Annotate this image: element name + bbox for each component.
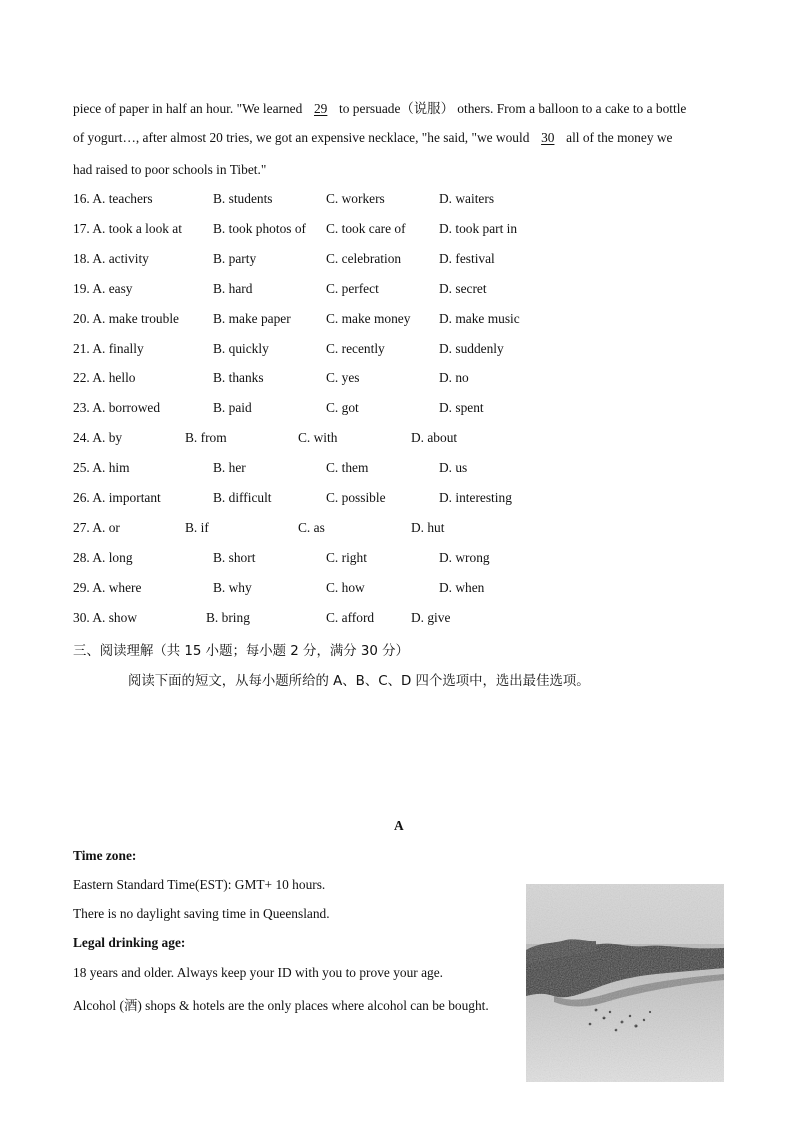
- beach-photo: [526, 884, 724, 1082]
- question-24-option-d: D. about: [411, 430, 458, 445]
- question-19-option-c: C. perfect: [326, 281, 379, 296]
- question-21-option-a: 21. A. finally: [73, 341, 144, 356]
- drinking-age-line-2: Alcohol (酒) shops & hotels are the only places where alcohol can be bought.: [73, 998, 489, 1013]
- question-24-option-a: 24. A. by: [73, 430, 123, 445]
- question-25-option-b: B. her: [213, 460, 246, 475]
- question-26-option-d: D. interesting: [439, 490, 512, 505]
- question-21-option-b: B. quickly: [213, 341, 269, 356]
- question-27-option-c: C. as: [298, 520, 325, 535]
- question-22-option-b: B. thanks: [213, 370, 264, 385]
- time-zone-heading: Time zone:: [73, 848, 137, 863]
- question-23-option-d: D. spent: [439, 400, 484, 415]
- question-17-option-a: 17. A. took a look at: [73, 221, 182, 236]
- passage-line-1: piece of paper in half an hour. "We learned 29 to persuade（说服） others. From a balloon to a cake to a bottle: [73, 101, 687, 116]
- question-20-option-a: 20. A. make trouble: [73, 311, 179, 326]
- time-zone-line-2: There is no daylight saving time in Queensland.: [73, 906, 330, 921]
- question-18-option-a: 18. A. activity: [73, 251, 149, 266]
- question-27-option-b: B. if: [185, 520, 209, 535]
- question-16-option-b: B. students: [213, 191, 273, 206]
- question-22-option-d: D. no: [439, 370, 469, 385]
- question-24-option-b: B. from: [185, 430, 227, 445]
- question-16-option-a: 16. A. teachers: [73, 191, 153, 206]
- question-16-option-c: C. workers: [326, 191, 385, 206]
- question-16-option-d: D. waiters: [439, 191, 495, 206]
- question-20-option-b: B. make paper: [213, 311, 291, 326]
- passage-line-2: of yogurt…, after almost 20 tries, we got an expensive necklace, "he said, "we would 30 all of the money we: [73, 130, 673, 145]
- question-22-option-c: C. yes: [326, 370, 360, 385]
- question-19-option-d: D. secret: [439, 281, 487, 296]
- question-17-option-c: C. took care of: [326, 221, 406, 236]
- blank-29: 29: [313, 101, 328, 116]
- question-29-option-c: C. how: [326, 580, 365, 595]
- question-29-option-a: 29. A. where: [73, 580, 142, 595]
- section-3-instruction: 阅读下面的短文，从每小题所给的 A、B、C、D 四个选项中，选出最佳选项。: [128, 674, 590, 689]
- question-21-option-c: C. recently: [326, 341, 385, 356]
- question-30-option-b: B. bring: [206, 610, 250, 625]
- question-29-option-d: D. when: [439, 580, 485, 595]
- question-30-option-c: C. afford: [326, 610, 375, 625]
- blank-30: 30: [541, 130, 555, 145]
- question-19-option-a: 19. A. easy: [73, 281, 133, 296]
- question-26-option-c: C. possible: [326, 490, 386, 505]
- drinking-age-heading: Legal drinking age:: [73, 935, 186, 950]
- question-23-option-c: C. got: [326, 400, 359, 415]
- question-23-option-b: B. paid: [213, 400, 252, 415]
- question-23-option-a: 23. A. borrowed: [73, 400, 161, 415]
- question-18-option-b: B. party: [213, 251, 257, 266]
- question-18-option-d: D. festival: [439, 251, 495, 266]
- question-18-option-c: C. celebration: [326, 251, 402, 266]
- question-20-option-d: D. make music: [439, 311, 520, 326]
- question-28-option-c: C. right: [326, 550, 367, 565]
- question-17-option-b: B. took photos of: [213, 221, 306, 236]
- question-21-option-d: D. suddenly: [439, 341, 504, 356]
- question-25-option-d: D. us: [439, 460, 468, 475]
- question-26-option-b: B. difficult: [213, 490, 272, 505]
- section-3-heading: 三、阅读理解（共 15 小题；每小题 2 分，满分 30 分）: [73, 644, 409, 659]
- question-30-option-a: 30. A. show: [73, 610, 137, 625]
- question-25-option-a: 25. A. him: [73, 460, 130, 475]
- question-19-option-b: B. hard: [213, 281, 253, 296]
- question-28-option-a: 28. A. long: [73, 550, 133, 565]
- question-30-option-d: D. give: [411, 610, 451, 625]
- question-27-option-d: D. hut: [411, 520, 445, 535]
- question-24-option-c: C. with: [298, 430, 338, 445]
- question-20-option-c: C. make money: [326, 311, 411, 326]
- question-17-option-d: D. took part in: [439, 221, 518, 236]
- question-25-option-c: C. them: [326, 460, 369, 475]
- question-28-option-b: B. short: [213, 550, 256, 565]
- question-28-option-d: D. wrong: [439, 550, 490, 565]
- drinking-age-line-1: 18 years and older. Always keep your ID with you to prove your age.: [73, 965, 444, 980]
- question-27-option-a: 27. A. or: [73, 520, 120, 535]
- question-29-option-b: B. why: [213, 580, 252, 595]
- question-22-option-a: 22. A. hello: [73, 370, 136, 385]
- time-zone-line-1: Eastern Standard Time(EST): GMT+ 10 hours.: [73, 877, 326, 892]
- question-26-option-a: 26. A. important: [73, 490, 161, 505]
- passage-letter: A: [394, 818, 404, 833]
- passage-line-3: had raised to poor schools in Tibet.": [73, 162, 267, 177]
